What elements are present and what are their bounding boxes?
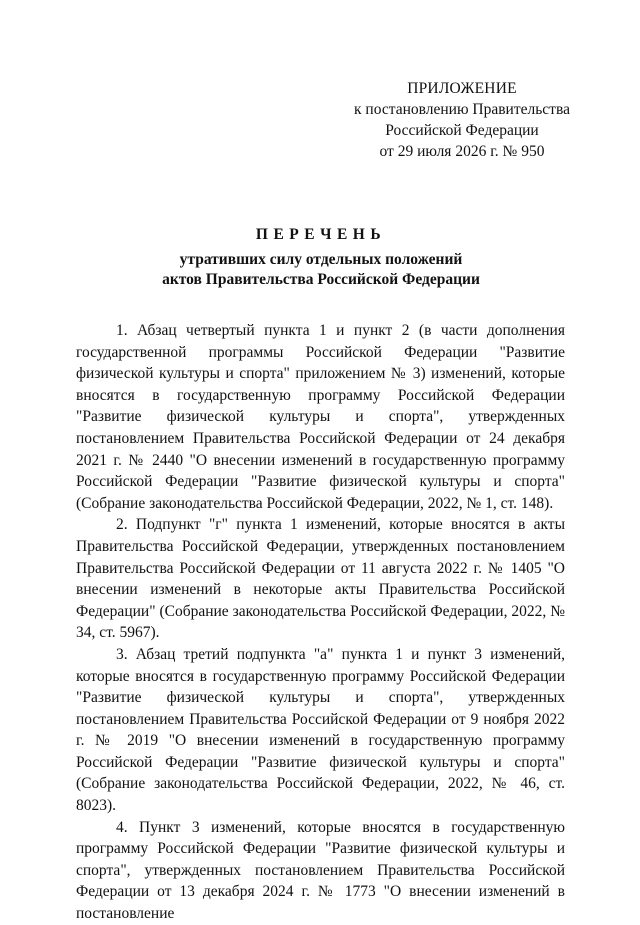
subtitle-line-1: утративших силу отдельных положений [179, 251, 463, 268]
document-body [76, 320, 565, 925]
document-title: ПЕРЕЧЕНЬ [255, 226, 387, 243]
appendix-line-date-number: от 29 июля 2026 г. № 950 [379, 143, 545, 160]
subtitle-line-2: актов Правительства Российской Федерации [162, 271, 480, 288]
document-subtitle [76, 250, 566, 290]
appendix-line-federation: Российской Федерации [385, 122, 539, 139]
appendix-line-resolution: к постановлению Правительства [354, 101, 570, 118]
list-item-4: 4. Пункт 3 изменений, которые вносятся в государственную программу Российской Федерации "Развитие физической культуры и спорта", утвержденных постановлением Правительства Российской Федерации от 13 декабря 2024 г. № 1773 "О внесении изменений в постановление [76, 818, 565, 923]
appendix-title: ПРИЛОЖЕНИЕ [407, 80, 517, 97]
list-item-3: 3. Абзац третий подпункта "а" пункта 1 и пункт 3 изменений, которые вносятся в государственную программу Российской Федерации "Развитие физической культуры и спорта", утвержденных постановлением Правительства Российской Федерации от 9 ноября 2022 г. № 2019 "О внесении изменений в государственную программу Российской Федерации "Развитие физической культуры и спорта" (Собрание законодательства Российской Федерации, 2022, № 46, ст. 8023). [76, 645, 565, 815]
appendix-block [352, 78, 572, 162]
list-item-1: 1. Абзац четвертый пункта 1 и пункт 2 (в части дополнения государственной программы Российской Федерации "Развитие физической культуры и спорта" приложением № 3) изменений, которые вносятся в государственную программу Российской Федерации "Развитие физической культуры и спорта", утвержденных постановлением Правительства Российской Федерации от 24 декабря 2021 г. № 2440 "О внесении изменений в государственную программу Российской Федерации "Развитие физической культуры и спорта" (Собрание законодательства Российской Федерации, 2022, № 1, ст. 148). [76, 322, 565, 512]
list-item-2: 2. Подпункт "г" пункта 1 изменений, которые вносятся в акты Правительства Российской Федерации, утвержденных постановлением Правительства Российской Федерации от 11 августа 2022 г. № 1405 "О внесении изменений в некоторые акты Правительства Российской Федерации" (Собрание законодательства Российской Федерации, 2022, № 34, ст. 5967). [76, 516, 565, 642]
